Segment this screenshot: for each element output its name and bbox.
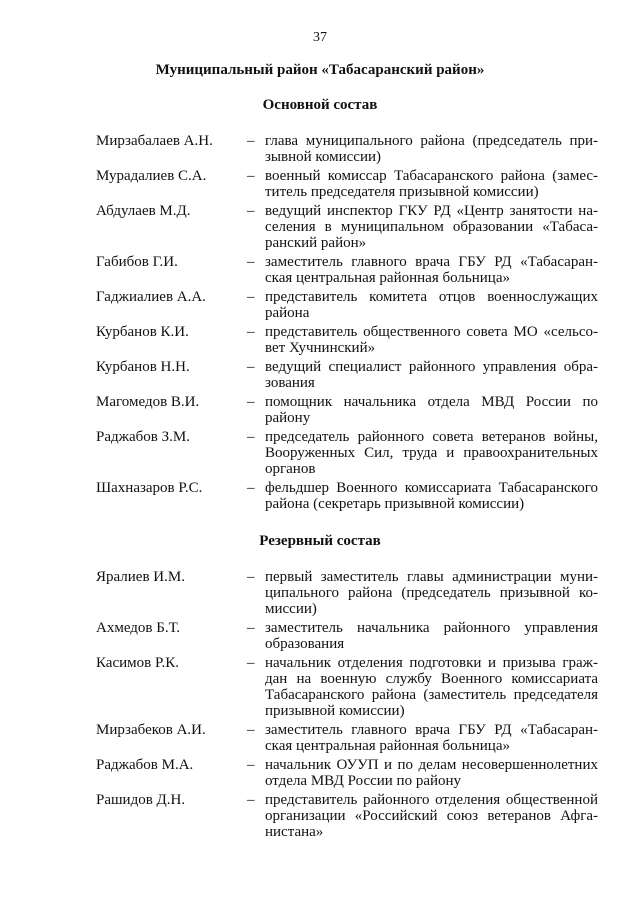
member-entry (96, 792, 606, 840)
member-entry (96, 168, 606, 200)
member-entry (96, 722, 606, 754)
member-entry (96, 757, 606, 789)
member-dash: – (247, 394, 255, 410)
member-dash: – (247, 203, 255, 219)
member-role: военный комиссар Табасаранского района (замес-титель председателя призывной комиссии) (265, 168, 598, 200)
member-dash: – (247, 655, 255, 671)
page-number: 37 (313, 30, 327, 45)
member-dash: – (247, 480, 255, 496)
member-role: председатель районного совета ветеранов войны, Вооруженных Сил, труда и правоохранительных органов (265, 429, 598, 477)
member-entry (96, 620, 606, 652)
member-name: Габибов Г.И. (96, 254, 178, 270)
member-role: начальник ОУУП и по делам несовершеннолетних отдела МВД России по району (265, 757, 598, 789)
member-name: Курбанов Н.Н. (96, 359, 190, 375)
member-name: Мирзабалаев А.Н. (96, 133, 213, 149)
member-name: Яралиев И.М. (96, 569, 185, 585)
member-dash: – (247, 569, 255, 585)
member-entry (96, 324, 606, 356)
member-dash: – (247, 757, 255, 773)
member-dash: – (247, 620, 255, 636)
member-name: Ахмедов Б.Т. (96, 620, 181, 636)
member-entry (96, 254, 606, 286)
document-title: Муниципальный район «Табасаранский район» (155, 62, 485, 78)
member-name: Курбанов К.И. (96, 324, 189, 340)
member-dash: – (247, 133, 255, 149)
member-dash: – (247, 168, 255, 184)
member-entry (96, 569, 606, 617)
member-name: Раджабов М.А. (96, 757, 194, 773)
member-role: заместитель главного врача ГБУ РД «Табасаран-ская центральная районная больница» (265, 722, 598, 754)
reserve-section-heading: Резервный состав (259, 533, 381, 549)
member-role: фельдшер Военного комиссариата Табасаранского района (секретарь призывной комиссии) (265, 480, 598, 512)
member-entry (96, 429, 606, 477)
member-role: представитель общественного совета МО «сельсо-вет Хучнинский» (265, 324, 598, 356)
member-name: Раджабов З.М. (96, 429, 190, 445)
member-name: Мирзабеков А.И. (96, 722, 206, 738)
member-dash: – (247, 254, 255, 270)
member-name: Рашидов Д.Н. (96, 792, 186, 808)
member-dash: – (247, 324, 255, 340)
member-entry (96, 394, 606, 426)
member-dash: – (247, 722, 255, 738)
member-entry (96, 480, 606, 512)
member-dash: – (247, 289, 255, 305)
member-name: Шахназаров Р.С. (96, 480, 203, 496)
member-name: Гаджиалиев А.А. (96, 289, 206, 305)
member-role: представитель комитета отцов военнослужащих района (265, 289, 598, 321)
main-member-list (96, 133, 606, 515)
member-role: ведущий инспектор ГКУ РД «Центр занятости на-селения в муниципальном образовании «Табаса-ранский район» (265, 203, 598, 251)
main-section-heading: Основной состав (262, 97, 378, 113)
member-role: ведущий специалист районного управления обра-зования (265, 359, 598, 391)
member-role: представитель районного отделения общественной организации «Российский союз ветеранов Афга-нистана» (265, 792, 598, 840)
member-entry (96, 359, 606, 391)
member-name: Магомедов В.И. (96, 394, 200, 410)
member-role: первый заместитель главы администрации муни-ципального района (председатель призывной ко-миссии) (265, 569, 598, 617)
member-name: Касимов Р.К. (96, 655, 179, 671)
reserve-member-list (96, 569, 606, 843)
member-role: заместитель начальника районного управления образования (265, 620, 598, 652)
member-role: глава муниципального района (председатель при-зывной комиссии) (265, 133, 598, 165)
member-role: помощник начальника отдела МВД России по району (265, 394, 598, 426)
member-dash: – (247, 429, 255, 445)
member-entry (96, 133, 606, 165)
member-dash: – (247, 792, 255, 808)
member-name: Мурадалиев С.А. (96, 168, 207, 184)
member-dash: – (247, 359, 255, 375)
member-entry (96, 203, 606, 251)
member-role: начальник отделения подготовки и призыва граж-дан на военную службу Военного комиссариата Табасаранского района (заместитель председателя призывной комиссии) (265, 655, 598, 719)
member-entry (96, 289, 606, 321)
member-role: заместитель главного врача ГБУ РД «Табасаран-ская центральная районная больница» (265, 254, 598, 286)
member-entry (96, 655, 606, 719)
member-name: Абдулаев М.Д. (96, 203, 191, 219)
